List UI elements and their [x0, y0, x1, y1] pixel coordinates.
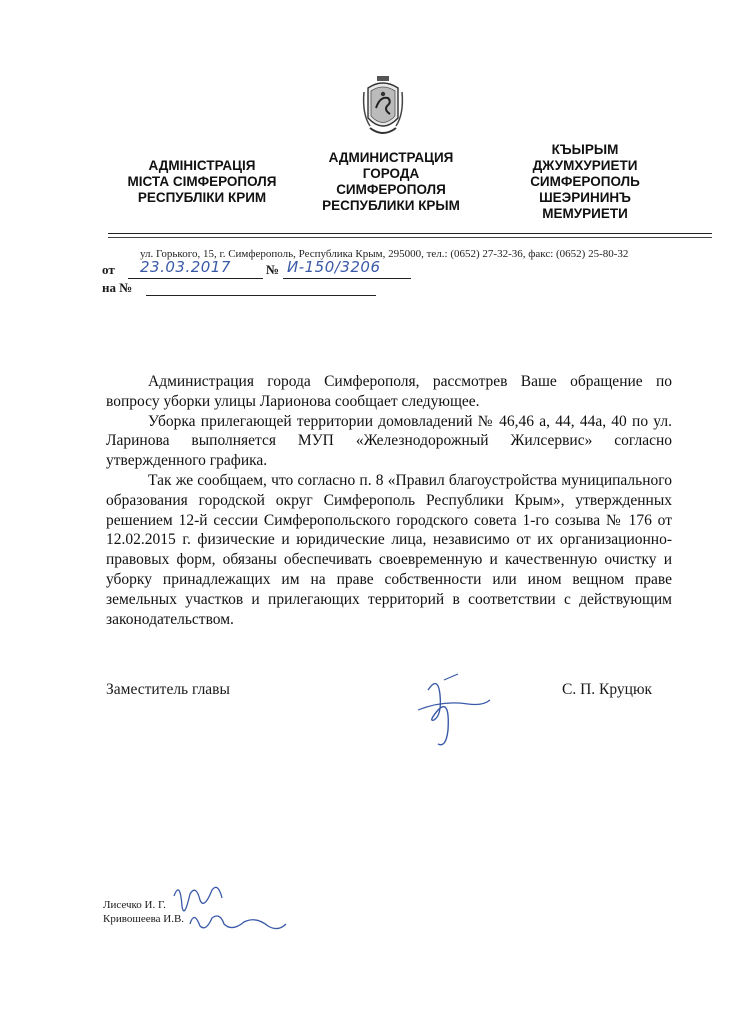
signatory-name: С. П. Круцюк: [562, 681, 653, 698]
from-label: от: [102, 262, 115, 277]
reply-reference-row: [102, 280, 132, 296]
letter-body: [106, 372, 672, 629]
signatory-title: Заместитель главы: [106, 681, 230, 698]
handwritten-date: 23.03.2017: [140, 258, 231, 276]
executor-2: Кривошеева И.В.: [103, 913, 185, 925]
crimea-coat-of-arms-icon: [360, 74, 406, 140]
org-name-russian: АДМИНИСТРАЦИЯ ГОРОДА СИМФЕРОПОЛЯ РЕСПУБЛИКИ КРЫМ: [322, 150, 460, 213]
executor-signatures: [160, 876, 290, 940]
handwritten-number: И-150/3206: [287, 258, 381, 276]
header-divider: [108, 233, 712, 234]
outgoing-reference-row: [102, 262, 115, 278]
signature-mark: [398, 670, 498, 750]
paragraph-3: Так же сообщаем, что согласно п. 8 «Правил благоустройства муниципального образования городской округ Симферополь Республики Крым», утвержденных решением 12-й сессии Симферопольского городского совета 1-го созыва № 176 от 12.02.2015 г. физические и юридические лица, независимо от их организационно-правовых форм, обязаны обеспечивать своевременную и качественную очистку и уборку принадлежащих им на праве собственности или ином вещном праве земельных участков и прилегающих территорий в соответствии с действующим законодательством.: [106, 471, 672, 628]
header-divider-thin: [108, 237, 712, 238]
paragraph-2: Уборка прилегающей территории домовладений № 46,46 а, 44, 44а, 40 по ул. Ларинова выполняется МУП «Железнодорожный Жилсервис» согласно утвержденного графика.: [106, 412, 672, 470]
org-name-ukrainian: АДМІНІСТРАЦІЯ МІСТА СІМФЕРОПОЛЯ РЕСПУБЛІКИ КРИМ: [127, 158, 277, 205]
reply-number-blank: [146, 281, 376, 296]
number-label: №: [266, 262, 280, 277]
org-name-crimean-tatar: КЪЫРЫМ ДЖУМХУРИЕТИ СИМФЕРОПОЛЬ ШЕЭРИНИНЪ МЕМУРИЕТИ: [530, 142, 640, 221]
reply-label: на №: [102, 280, 133, 295]
paragraph-1: Администрация города Симферополя, рассмотрев Ваше обращение по вопросу уборки улицы Ларионова сообщает следующее.: [106, 373, 672, 410]
executor-1: Лисечко И. Г.: [103, 899, 166, 911]
address-line: ул. Горького, 15, г. Симферополь, Республика Крым, 295000, тел.: (0652) 27-32-36, факс: (0652) 25-80-32: [140, 248, 629, 260]
